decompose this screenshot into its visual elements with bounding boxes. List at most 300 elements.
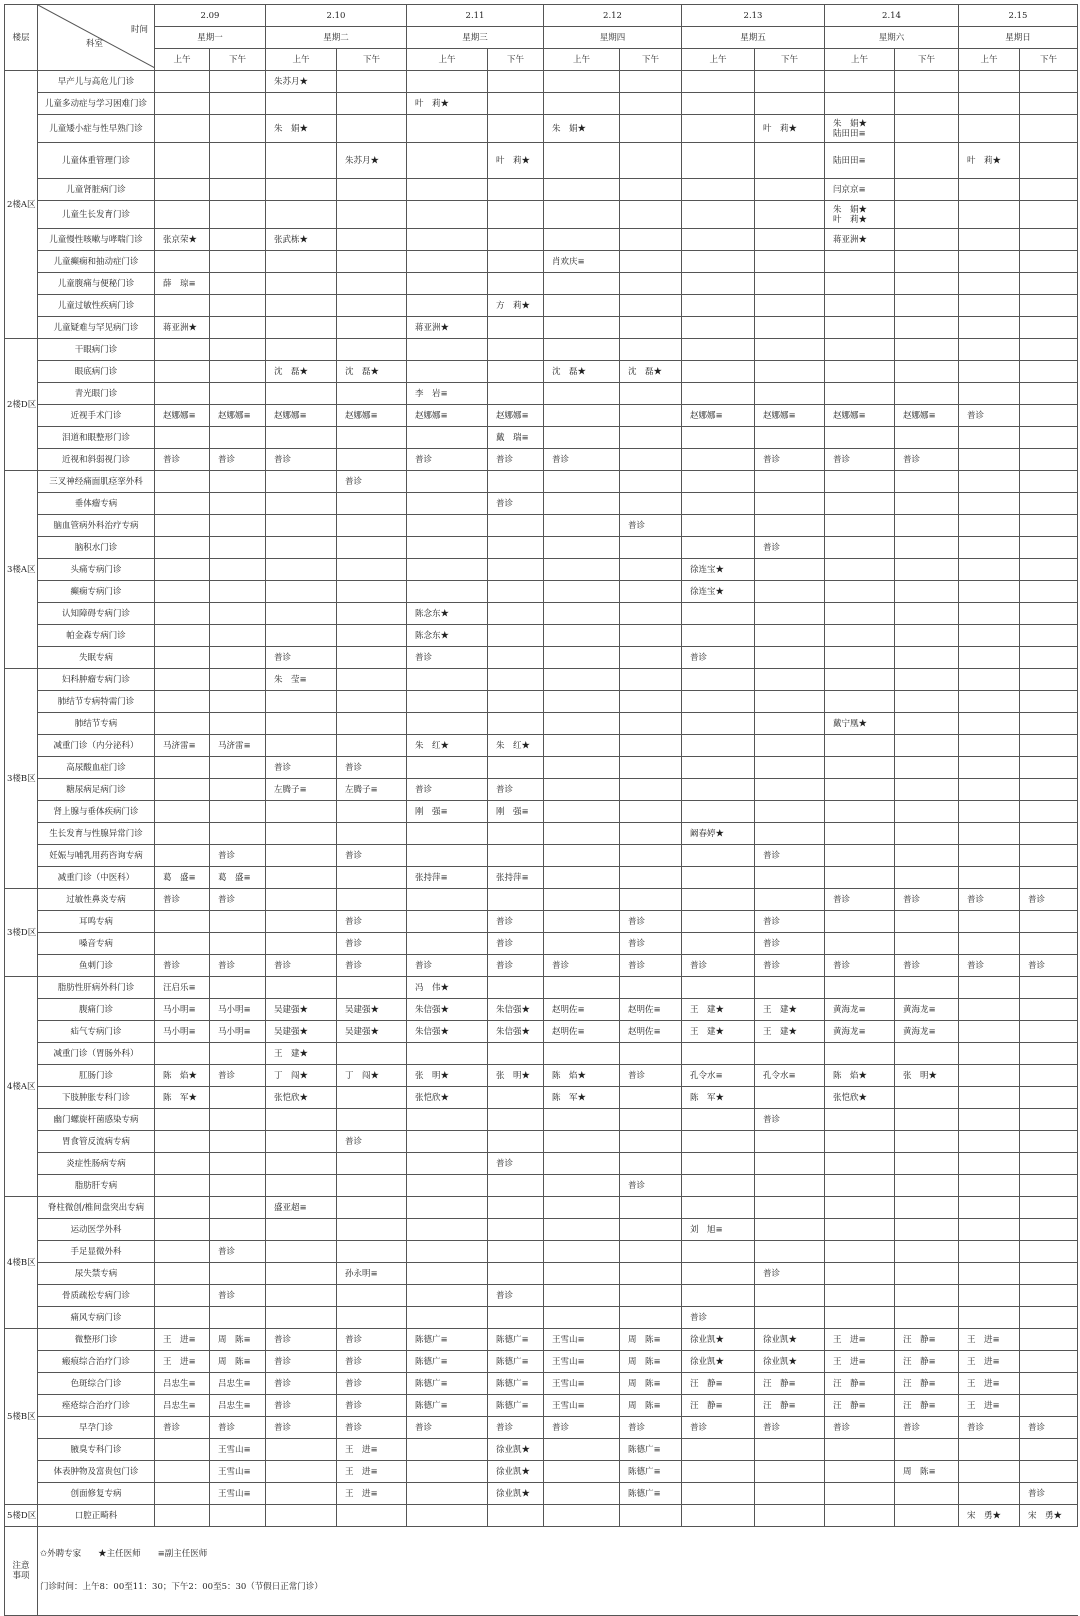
schedule-cell — [620, 1131, 682, 1153]
schedule-cell — [488, 93, 544, 115]
schedule-cell — [337, 823, 407, 845]
schedule-cell — [895, 1285, 959, 1307]
schedule-cell — [407, 713, 488, 735]
schedule-cell — [755, 889, 825, 911]
table-row — [5, 1329, 1078, 1351]
schedule-cell — [488, 823, 544, 845]
schedule-cell: 陈德广≡ — [488, 1329, 544, 1351]
schedule-cell — [266, 201, 337, 229]
am-header-1: 上午 — [266, 49, 337, 71]
schedule-cell: 普诊 — [337, 933, 407, 955]
schedule-cell: 普诊 — [266, 1417, 337, 1439]
schedule-cell — [155, 1175, 210, 1197]
schedule-cell: 吕忠生≡ — [210, 1395, 266, 1417]
schedule-cell — [1020, 229, 1078, 251]
schedule-cell — [755, 383, 825, 405]
dept-name: 近视和斜弱视门诊 — [38, 449, 155, 471]
schedule-cell — [825, 1109, 895, 1131]
schedule-cell — [155, 669, 210, 691]
schedule-cell — [682, 515, 755, 537]
schedule-cell — [210, 1043, 266, 1065]
schedule-cell: 普诊 — [210, 889, 266, 911]
schedule-cell: 普诊 — [407, 779, 488, 801]
schedule-cell — [544, 201, 620, 229]
schedule-cell: 吴建强★ — [337, 999, 407, 1021]
schedule-cell: 汪 静≡ — [825, 1395, 895, 1417]
schedule-cell: 普诊 — [1020, 889, 1078, 911]
am-header-0: 上午 — [155, 49, 210, 71]
schedule-cell — [620, 691, 682, 713]
schedule-cell — [155, 647, 210, 669]
schedule-cell — [1020, 383, 1078, 405]
schedule-cell: 徐连宝★ — [682, 581, 755, 603]
schedule-cell — [407, 179, 488, 201]
schedule-cell — [895, 229, 959, 251]
dept-name: 眼底病门诊 — [38, 361, 155, 383]
schedule-cell — [959, 1021, 1020, 1043]
schedule-cell: 沈 磊★ — [620, 361, 682, 383]
schedule-cell — [210, 1175, 266, 1197]
schedule-cell — [1020, 537, 1078, 559]
schedule-cell — [895, 493, 959, 515]
schedule-cell — [266, 1131, 337, 1153]
date-6: 2.15 — [959, 5, 1078, 27]
dept-name: 儿童癫痫和抽动症门诊 — [38, 251, 155, 273]
schedule-cell — [488, 1087, 544, 1109]
schedule-cell — [895, 867, 959, 889]
schedule-cell — [959, 537, 1020, 559]
schedule-cell — [337, 537, 407, 559]
schedule-cell — [895, 1197, 959, 1219]
schedule-cell — [755, 559, 825, 581]
table-row — [5, 361, 1078, 383]
schedule-cell — [407, 537, 488, 559]
table-row — [5, 71, 1078, 93]
schedule-cell — [210, 1307, 266, 1329]
schedule-cell: 孙永明≡ — [337, 1263, 407, 1285]
dept-name: 腋臭专科门诊 — [38, 1439, 155, 1461]
schedule-cell — [155, 1197, 210, 1219]
schedule-cell: 刚 强≡ — [488, 801, 544, 823]
schedule-cell: 赵娜娜≡ — [682, 405, 755, 427]
schedule-cell — [544, 1263, 620, 1285]
schedule-cell — [825, 1483, 895, 1505]
schedule-cell — [266, 179, 337, 201]
dept-name: 运动医学外科 — [38, 1219, 155, 1241]
schedule-cell: 张恺欣★ — [825, 1087, 895, 1109]
schedule-cell — [755, 691, 825, 713]
table-row — [5, 1219, 1078, 1241]
schedule-cell: 王雪山≡ — [544, 1395, 620, 1417]
schedule-cell — [210, 647, 266, 669]
schedule-cell — [155, 295, 210, 317]
schedule-cell: 王雪山≡ — [544, 1351, 620, 1373]
schedule-cell — [337, 1109, 407, 1131]
schedule-cell — [825, 735, 895, 757]
schedule-cell — [755, 471, 825, 493]
schedule-cell: 张恺欣★ — [407, 1087, 488, 1109]
floor-label: 5楼B区 — [5, 1329, 38, 1505]
am-header-3: 上午 — [544, 49, 620, 71]
schedule-cell: 蒋亚洲★ — [155, 317, 210, 339]
schedule-cell — [825, 1285, 895, 1307]
schedule-cell: 张武栋★ — [266, 229, 337, 251]
schedule-cell — [682, 1461, 755, 1483]
schedule-cell: 普诊 — [210, 1417, 266, 1439]
dept-name: 妇科肿瘤专病门诊 — [38, 669, 155, 691]
schedule-cell — [488, 1307, 544, 1329]
schedule-cell — [825, 1263, 895, 1285]
schedule-cell — [682, 1043, 755, 1065]
schedule-cell — [1020, 1021, 1078, 1043]
schedule-cell — [895, 1219, 959, 1241]
schedule-cell — [488, 471, 544, 493]
schedule-cell: 普诊 — [337, 1329, 407, 1351]
schedule-cell — [266, 911, 337, 933]
schedule-cell — [895, 201, 959, 229]
dept-name: 骨质疏松专病门诊 — [38, 1285, 155, 1307]
schedule-cell: 普诊 — [620, 911, 682, 933]
notes-content — [38, 1527, 1078, 1616]
schedule-cell: 王 进≡ — [959, 1329, 1020, 1351]
schedule-cell — [682, 1263, 755, 1285]
schedule-cell — [895, 1505, 959, 1527]
schedule-cell — [620, 845, 682, 867]
schedule-cell — [266, 889, 337, 911]
schedule-cell — [895, 669, 959, 691]
schedule-cell — [1020, 515, 1078, 537]
schedule-cell — [544, 779, 620, 801]
table-row — [5, 405, 1078, 427]
schedule-cell: 朱信强★ — [488, 1021, 544, 1043]
diagonal-divider — [38, 5, 155, 68]
schedule-cell: 普诊 — [620, 1175, 682, 1197]
schedule-cell — [959, 757, 1020, 779]
schedule-cell — [895, 933, 959, 955]
schedule-cell: 普诊 — [337, 757, 407, 779]
schedule-cell — [407, 691, 488, 713]
schedule-cell — [1020, 1241, 1078, 1263]
table-row — [5, 229, 1078, 251]
pm-header-2: 下午 — [488, 49, 544, 71]
schedule-cell — [544, 1219, 620, 1241]
schedule-cell — [407, 471, 488, 493]
schedule-cell — [155, 1219, 210, 1241]
schedule-cell — [755, 1439, 825, 1461]
schedule-cell: 普诊 — [959, 405, 1020, 427]
schedule-cell — [1020, 115, 1078, 143]
schedule-cell — [337, 889, 407, 911]
schedule-cell: 徐业凯★ — [755, 1329, 825, 1351]
schedule-cell — [488, 201, 544, 229]
schedule-cell — [1020, 1087, 1078, 1109]
schedule-cell — [210, 471, 266, 493]
schedule-cell — [682, 115, 755, 143]
schedule-cell — [825, 383, 895, 405]
schedule-cell: 赵娜娜≡ — [155, 405, 210, 427]
schedule-cell — [825, 845, 895, 867]
schedule-cell — [895, 713, 959, 735]
schedule-cell: 普诊 — [337, 1351, 407, 1373]
schedule-cell — [544, 1307, 620, 1329]
table-row — [5, 273, 1078, 295]
schedule-cell — [488, 251, 544, 273]
weekday-3: 星期四 — [544, 27, 682, 49]
schedule-cell — [210, 71, 266, 93]
schedule-cell — [1020, 1439, 1078, 1461]
schedule-cell: 普诊 — [155, 449, 210, 471]
schedule-cell — [488, 537, 544, 559]
schedule-cell — [895, 779, 959, 801]
schedule-cell: 普诊 — [266, 1351, 337, 1373]
schedule-cell — [266, 1241, 337, 1263]
schedule-cell — [1020, 977, 1078, 999]
schedule-cell — [682, 493, 755, 515]
dept-name: 瘢痕综合治疗门诊 — [38, 1351, 155, 1373]
schedule-cell: 王 进≡ — [959, 1395, 1020, 1417]
schedule-cell — [755, 295, 825, 317]
schedule-cell — [155, 471, 210, 493]
schedule-cell: 普诊 — [337, 955, 407, 977]
table-row — [5, 713, 1078, 735]
date-2: 2.11 — [407, 5, 544, 27]
dept-name: 头痛专病门诊 — [38, 559, 155, 581]
schedule-cell — [407, 515, 488, 537]
schedule-cell — [959, 493, 1020, 515]
schedule-cell — [825, 1461, 895, 1483]
schedule-cell — [755, 1087, 825, 1109]
schedule-cell — [959, 179, 1020, 201]
schedule-cell — [959, 251, 1020, 273]
schedule-cell — [959, 603, 1020, 625]
schedule-cell: 马小明≡ — [210, 1021, 266, 1043]
schedule-cell — [266, 1219, 337, 1241]
schedule-cell — [1020, 559, 1078, 581]
dept-name: 生长发育与性腺异常门诊 — [38, 823, 155, 845]
schedule-cell: 普诊 — [755, 845, 825, 867]
dept-name: 儿童腹痛与便秘门诊 — [38, 273, 155, 295]
schedule-cell — [825, 317, 895, 339]
schedule-cell — [1020, 295, 1078, 317]
schedule-cell — [682, 295, 755, 317]
schedule-cell — [407, 889, 488, 911]
schedule-cell — [620, 559, 682, 581]
schedule-cell — [755, 143, 825, 179]
schedule-cell: 普诊 — [755, 1263, 825, 1285]
schedule-cell: 普诊 — [682, 1307, 755, 1329]
schedule-cell — [895, 515, 959, 537]
schedule-cell: 朱 莹≡ — [266, 669, 337, 691]
schedule-cell: 吴建强★ — [337, 1021, 407, 1043]
schedule-cell — [755, 977, 825, 999]
table-row — [5, 691, 1078, 713]
schedule-cell — [488, 625, 544, 647]
schedule-cell: 王 进≡ — [155, 1329, 210, 1351]
schedule-cell — [959, 515, 1020, 537]
weekday-4: 星期五 — [682, 27, 825, 49]
schedule-cell — [620, 625, 682, 647]
schedule-cell — [959, 1461, 1020, 1483]
schedule-cell — [544, 1043, 620, 1065]
schedule-cell — [825, 779, 895, 801]
schedule-cell — [1020, 1065, 1078, 1087]
schedule-cell — [620, 317, 682, 339]
schedule-cell — [959, 449, 1020, 471]
schedule-cell — [210, 383, 266, 405]
schedule-cell — [407, 229, 488, 251]
schedule-cell — [337, 179, 407, 201]
schedule-cell — [755, 317, 825, 339]
schedule-cell — [620, 735, 682, 757]
schedule-cell — [488, 1241, 544, 1263]
time-label: 时间 — [130, 25, 148, 35]
schedule-cell: 戴 瑞≡ — [488, 427, 544, 449]
schedule-cell — [407, 1505, 488, 1527]
schedule-cell — [1020, 1175, 1078, 1197]
schedule-cell: 王雪山≡ — [210, 1461, 266, 1483]
schedule-cell: 刘 旭≡ — [682, 1219, 755, 1241]
schedule-cell — [488, 317, 544, 339]
dept-name: 认知障碍专病门诊 — [38, 603, 155, 625]
schedule-cell — [155, 71, 210, 93]
schedule-cell — [544, 1439, 620, 1461]
schedule-cell: 王 建★ — [682, 999, 755, 1021]
schedule-cell — [1020, 1219, 1078, 1241]
schedule-cell: 李 岩≡ — [407, 383, 488, 405]
schedule-cell — [620, 1285, 682, 1307]
schedule-cell — [755, 823, 825, 845]
dept-name: 三叉神经痛面肌痉挛外科 — [38, 471, 155, 493]
schedule-cell: 陈 焰★ — [544, 1065, 620, 1087]
schedule-cell — [1020, 201, 1078, 229]
schedule-cell: 普诊 — [488, 955, 544, 977]
schedule-cell: 黄海龙≡ — [825, 999, 895, 1021]
floor-label: 3楼D区 — [5, 889, 38, 977]
schedule-cell — [266, 625, 337, 647]
pm-header-1: 下午 — [337, 49, 407, 71]
dept-name: 儿童多动症与学习困难门诊 — [38, 93, 155, 115]
schedule-cell — [337, 1219, 407, 1241]
schedule-cell — [266, 493, 337, 515]
schedule-cell — [959, 201, 1020, 229]
schedule-cell — [155, 1043, 210, 1065]
schedule-cell: 张 明★ — [407, 1065, 488, 1087]
schedule-cell: 陈 焰★ — [825, 1065, 895, 1087]
schedule-cell — [895, 1043, 959, 1065]
schedule-cell — [755, 1461, 825, 1483]
table-row — [5, 251, 1078, 273]
schedule-cell — [155, 757, 210, 779]
schedule-cell: 朱信强★ — [407, 1021, 488, 1043]
schedule-cell: 普诊 — [1020, 955, 1078, 977]
schedule-cell: 王 进≡ — [337, 1461, 407, 1483]
schedule-cell: 陈德广≡ — [407, 1329, 488, 1351]
schedule-cell — [1020, 1461, 1078, 1483]
schedule-cell — [959, 1219, 1020, 1241]
schedule-cell — [337, 1241, 407, 1263]
schedule-cell — [266, 251, 337, 273]
schedule-cell — [407, 427, 488, 449]
schedule-cell: 王 进≡ — [337, 1483, 407, 1505]
dept-name: 手足显微外科 — [38, 1241, 155, 1263]
schedule-cell — [959, 317, 1020, 339]
schedule-cell — [1020, 471, 1078, 493]
schedule-cell — [210, 713, 266, 735]
schedule-cell: 陈 军★ — [682, 1087, 755, 1109]
schedule-cell: 普诊 — [266, 647, 337, 669]
schedule-cell — [266, 735, 337, 757]
schedule-cell: 普诊 — [155, 1417, 210, 1439]
table-row — [5, 1153, 1078, 1175]
schedule-cell — [544, 1505, 620, 1527]
table-row — [5, 471, 1078, 493]
schedule-cell — [544, 845, 620, 867]
schedule-cell: 普诊 — [210, 1241, 266, 1263]
schedule-cell: 沈 磊★ — [544, 361, 620, 383]
schedule-cell — [959, 1087, 1020, 1109]
dept-name: 疝气专病门诊 — [38, 1021, 155, 1043]
schedule-cell — [682, 801, 755, 823]
clinic-schedule-table — [4, 4, 1078, 1527]
schedule-cell: 张持萍≡ — [407, 867, 488, 889]
dept-name: 脂肪性肝病外科门诊 — [38, 977, 155, 999]
schedule-cell — [895, 1175, 959, 1197]
date-0: 2.09 — [155, 5, 266, 27]
schedule-cell: 蒋亚洲★ — [407, 317, 488, 339]
schedule-cell — [825, 1219, 895, 1241]
schedule-cell: 孔令水≡ — [682, 1065, 755, 1087]
schedule-cell — [682, 713, 755, 735]
schedule-cell — [895, 757, 959, 779]
schedule-cell — [755, 867, 825, 889]
schedule-cell — [682, 1505, 755, 1527]
dept-name: 痤疮综合治疗门诊 — [38, 1395, 155, 1417]
schedule-cell — [337, 559, 407, 581]
schedule-cell — [266, 317, 337, 339]
schedule-cell — [682, 143, 755, 179]
schedule-cell — [895, 845, 959, 867]
schedule-cell: 王 建★ — [755, 999, 825, 1021]
schedule-cell: 朱 娟★ — [266, 115, 337, 143]
schedule-cell — [895, 1439, 959, 1461]
schedule-cell — [544, 911, 620, 933]
schedule-cell — [407, 933, 488, 955]
dept-name: 体表肿物及富贵包门诊 — [38, 1461, 155, 1483]
schedule-cell — [544, 537, 620, 559]
schedule-cell — [210, 581, 266, 603]
schedule-cell: 普诊 — [755, 1417, 825, 1439]
schedule-cell — [1020, 1197, 1078, 1219]
schedule-cell: 闫京京≡ — [825, 179, 895, 201]
schedule-cell — [407, 1131, 488, 1153]
schedule-cell: 叶 莉★ — [488, 143, 544, 179]
schedule-cell — [266, 1153, 337, 1175]
schedule-cell — [959, 845, 1020, 867]
schedule-cell — [825, 361, 895, 383]
schedule-cell: 吴建强★ — [266, 999, 337, 1021]
schedule-cell — [895, 361, 959, 383]
schedule-cell — [337, 1043, 407, 1065]
schedule-cell — [825, 823, 895, 845]
schedule-cell: 普诊 — [755, 449, 825, 471]
dept-name: 垂体瘤专病 — [38, 493, 155, 515]
schedule-cell — [1020, 933, 1078, 955]
schedule-cell — [544, 1131, 620, 1153]
schedule-cell — [544, 339, 620, 361]
schedule-cell — [155, 713, 210, 735]
schedule-cell — [620, 867, 682, 889]
schedule-cell — [825, 669, 895, 691]
